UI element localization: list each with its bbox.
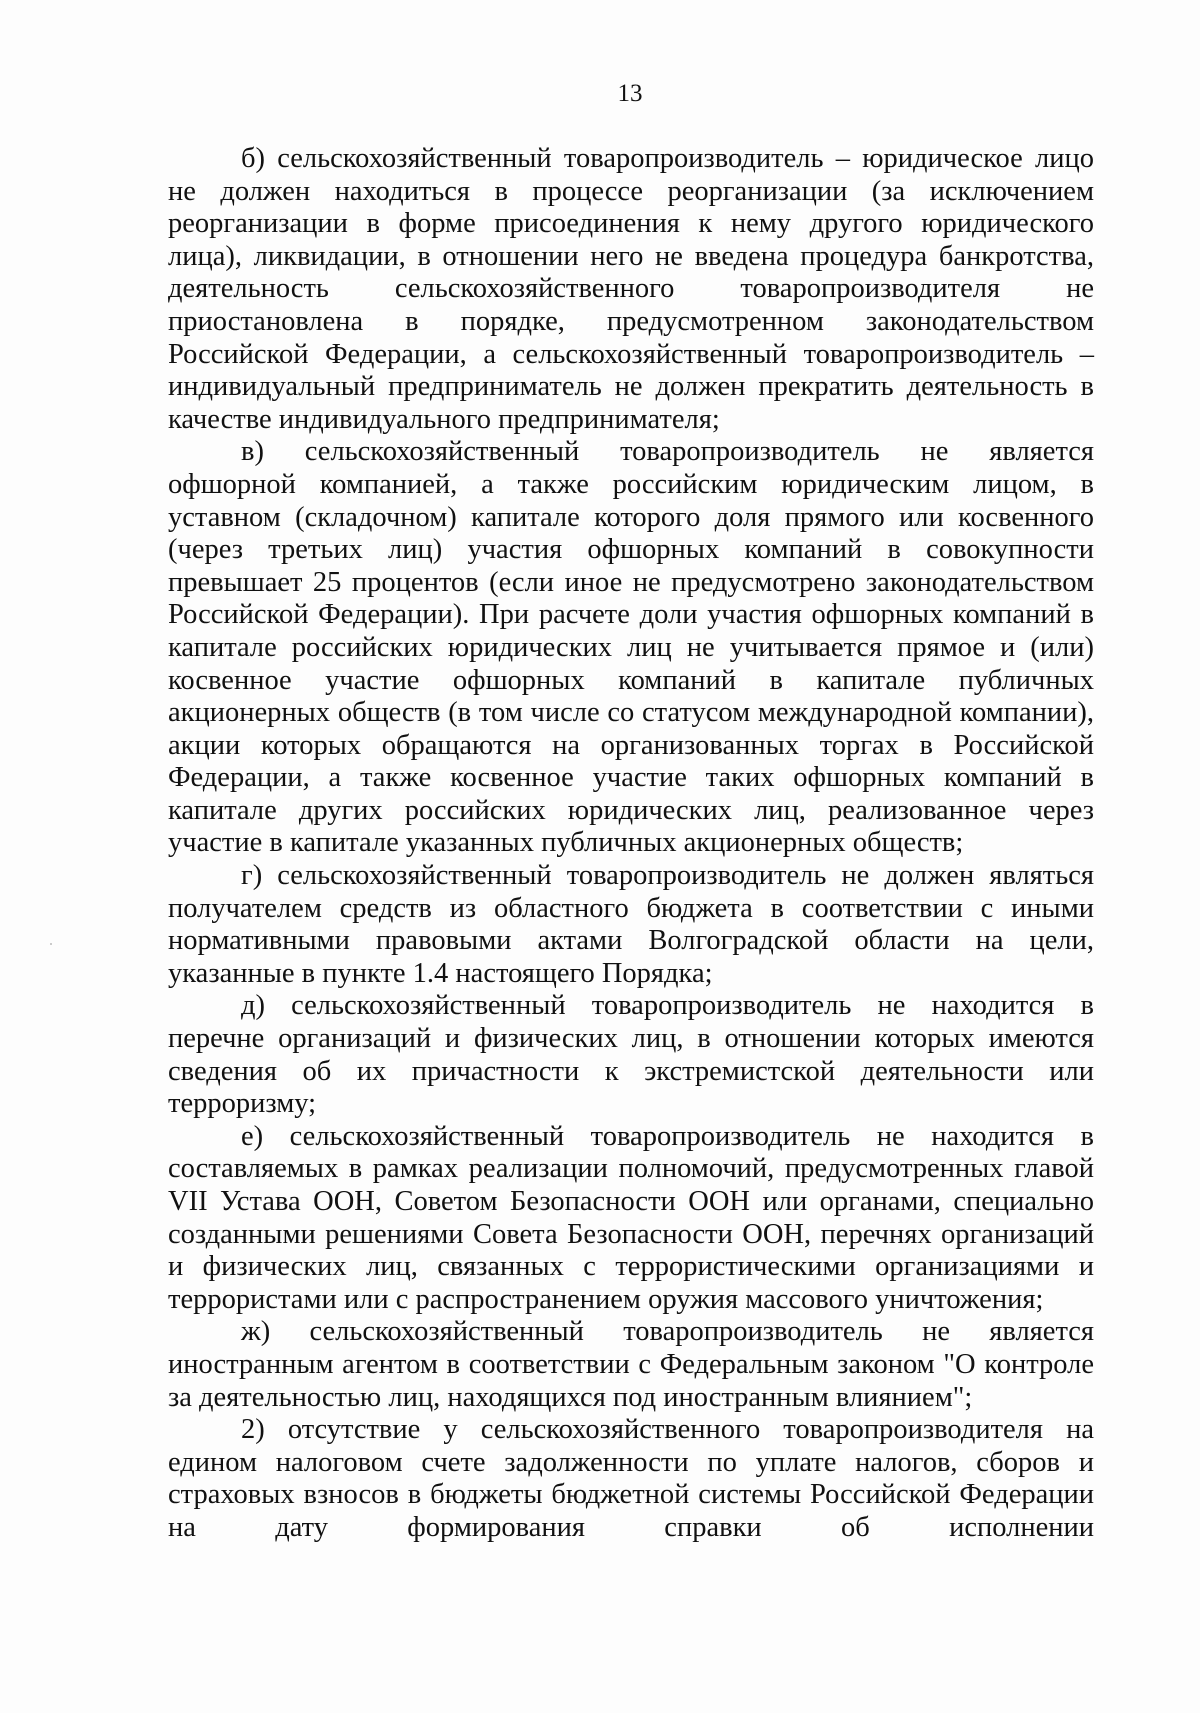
document-body (168, 143, 1094, 1545)
paragraph-zh: ж) сельскохозяйственный товаропроизводитель не является иностранным агентом в соответствии с Федеральным законом "О контроле за деятельностью лиц, находящихся под иностранным влиянием"; (168, 1316, 1094, 1413)
page-number: 13 (617, 80, 643, 107)
paragraph-2: 2) отсутствие у сельскохозяйственного товаропроизводителя на едином налоговом счете задолженности по уплате налогов, сборов и страховых взносов в бюджеты бюджетной системы Российской Федерации на дату формирования справки об исполнении (168, 1414, 1094, 1543)
paragraph-b: б) сельскохозяйственный товаропроизводитель – юридическое лицо не должен находиться в процессе реорганизации (за исключением реорганизации в форме присоединения к нему другого юридического лица), ликвидации, в отношении него не введена процедура банкротства, деятельность сельскохозяйственного товаропроизводителя не приостановлена в порядке, предусмотренном законодательством Российской Федерации, а сельскохозяйственный товаропроизводитель – индивидуальный предприниматель не должен прекратить деятельность в качестве индивидуального предпринимателя; (168, 143, 1094, 435)
paragraph-e: е) сельскохозяйственный товаропроизводитель не находится в составляемых в рамках реализации полномочий, предусмотренных главой VII Устава ООН, Советом Безопасности ООН или органами, специально созданными решениями Совета Безопасности ООН, перечнях организаций и физических лиц, связанных с террористическими организациями и террористами или с распространением оружия массового уничтожения; (168, 1120, 1094, 1315)
scan-speck (50, 943, 52, 945)
paragraph-g: г) сельскохозяйственный товаропроизводитель не должен являться получателем средств из областного бюджета в соответствии с иными нормативными правовыми актами Волгоградской области на цели, указанные в пункте 1.4 настоящего Порядка; (168, 860, 1094, 989)
paragraph-d: д) сельскохозяйственный товаропроизводитель не находится в перечне организаций и физических лиц, в отношении которых имеются сведения об их причастности к экстремистской деятельности или терроризму; (168, 990, 1094, 1120)
paragraph-v: в) сельскохозяйственный товаропроизводитель не является офшорной компанией, а также российским юридическим лицом, в уставном (складочном) капитале которого доля прямого или косвенного (через третьих лиц) участия офшорных компаний в совокупности превышает 25 процентов (если иное не предусмотрено законодательством Российской Федерации). При расчете доли участия офшорных компаний в капитале российских юридических лиц не учитывается прямое и (или) косвенное участие офшорных компаний в капитале публичных акционерных обществ (в том числе со статусом международной компании), акции которых обращаются на организованных торгах в Российской Федерации, а также косвенное участие таких офшорных компаний в капитале других российских юридических лиц, реализованное через участие в капитале указанных публичных акционерных обществ; (168, 436, 1094, 859)
